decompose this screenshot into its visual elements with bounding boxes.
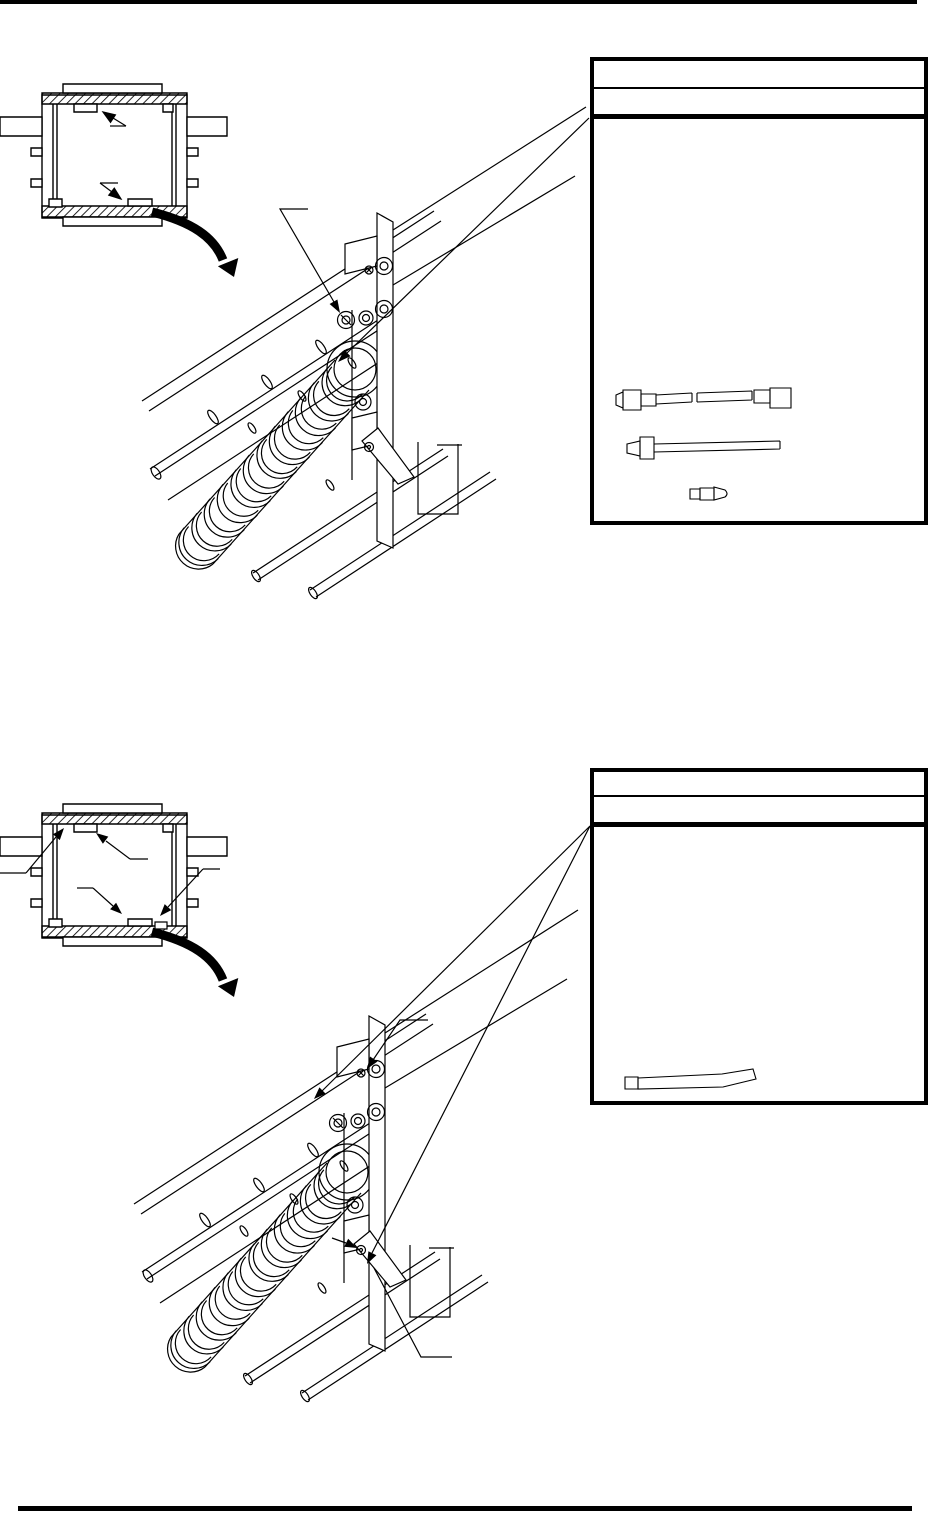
inset-1-callout-arrows xyxy=(100,112,126,199)
mechanism-drawing-2 xyxy=(134,910,578,1403)
callout-arrow-icon xyxy=(330,300,340,314)
cross-section-inset-1 xyxy=(0,84,238,277)
drawing-1-callouts xyxy=(280,118,589,362)
mechanism-drawing-1 xyxy=(142,107,586,600)
parts-panel-2-header-row-2 xyxy=(594,797,924,827)
parts-panel-1 xyxy=(590,57,928,525)
parts-panel-2 xyxy=(590,768,928,1105)
page-top-rule xyxy=(0,0,917,4)
cross-section-inset-2 xyxy=(0,804,238,997)
parts-panel-1-header-row-2 xyxy=(594,89,924,119)
page-bottom-rule xyxy=(18,1506,912,1511)
parts-panel-1-header-row-1 xyxy=(594,61,924,89)
parts-panel-2-header-row-1 xyxy=(594,772,924,797)
drawing-2-callouts xyxy=(314,826,590,1357)
